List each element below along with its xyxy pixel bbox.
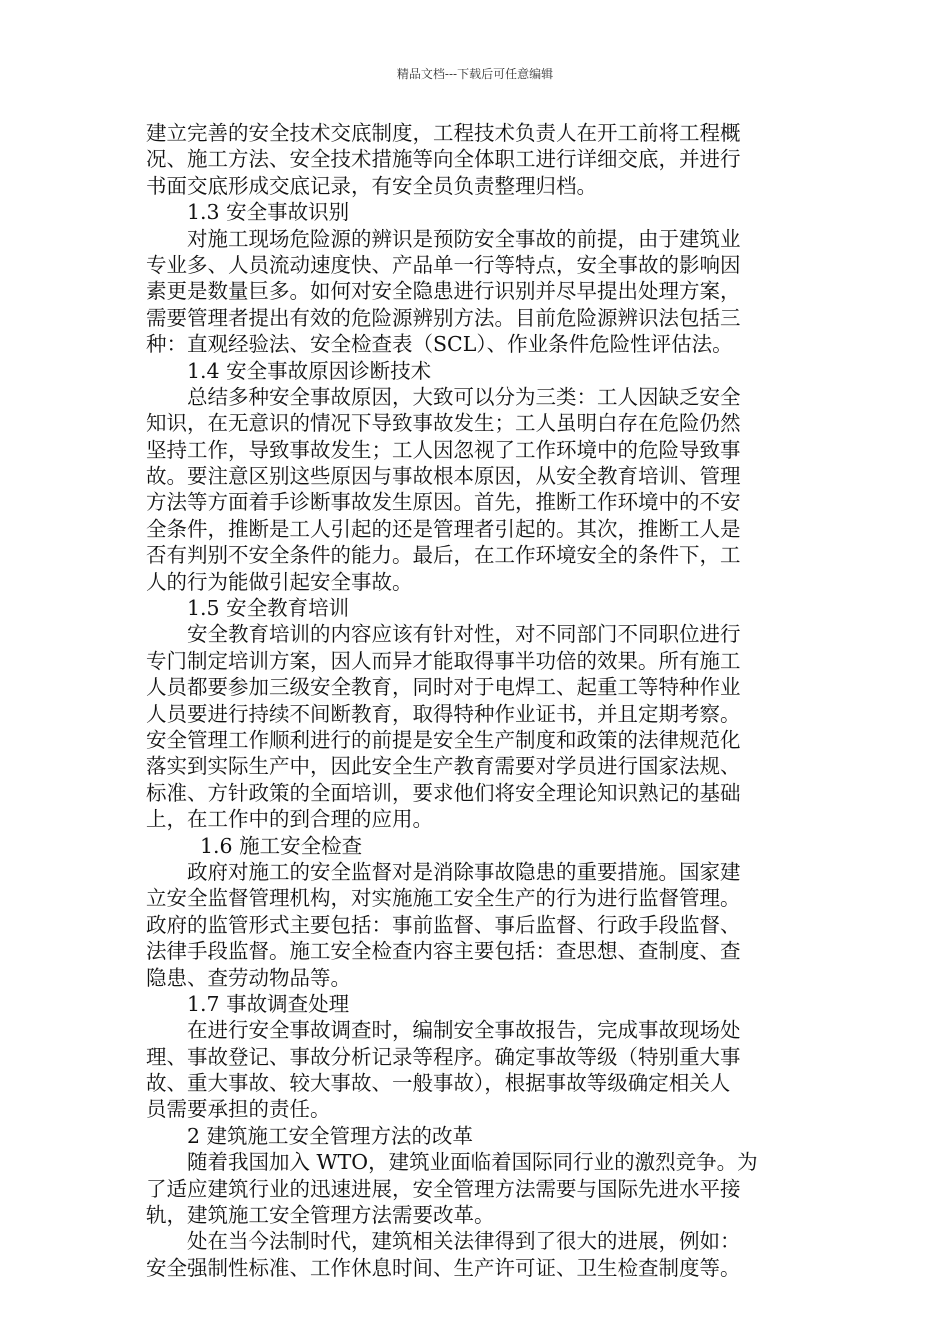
paragraph-line: 法律手段监督。施工安全检查内容主要包括：查思想、查制度、查 — [146, 939, 741, 964]
paragraph-first-line: 在进行安全事故调查时，编制安全事故报告，完成事故现场处 — [187, 1018, 741, 1043]
paragraph-line: 知识，在无意识的情况下导致事故发生；工人虽明白存在危险仍然 — [146, 411, 741, 436]
paragraph-line: 员需要承担的责任。 — [146, 1097, 331, 1122]
paragraph-line: 种：直观经验法、安全检查表（SCL）、作业条件危险性评估法。 — [146, 332, 733, 357]
paragraph-line: 素更是数量巨多。如何对安全隐患进行识别并尽早提出处理方案， — [146, 279, 741, 304]
paragraph-line: 轨，建筑施工安全管理方法需要改革。 — [146, 1203, 495, 1228]
document-body — [146, 120, 798, 1281]
paragraph-line: 书面交底形成交底记录，有安全员负责整理归档。 — [146, 173, 597, 198]
paragraph-line: 专门制定培训方案，因人而异才能取得事半功倍的效果。所有施工 — [146, 648, 741, 673]
section-heading: 1.6 施工安全检查 — [200, 833, 363, 858]
paragraph-first-line: 对施工现场危险源的辨识是预防安全事故的前提，由于建筑业 — [187, 226, 741, 251]
paragraph-line: 况、施工方法、安全技术措施等向全体职工进行详细交底，并进行 — [146, 147, 741, 172]
section-heading: 1.3 安全事故识别 — [187, 200, 350, 225]
section-heading: 1.7 事故调查处理 — [187, 991, 350, 1016]
paragraph-line: 方法等方面着手诊断事故发生原因。首先，推断工作环境中的不安 — [146, 490, 741, 515]
paragraph-first-line: 处在当今法制时代，建筑相关法律得到了很大的进展，例如： — [187, 1229, 741, 1254]
paragraph-line: 否有判别不安全条件的能力。最后，在工作环境安全的条件下，工 — [146, 543, 741, 568]
paragraph-line: 建立完善的安全技术交底制度，工程技术负责人在开工前将工程概 — [146, 121, 741, 145]
paragraph-line: 安全强制性标准、工作休息时间、生产许可证、卫生检查制度等。 — [146, 1255, 741, 1280]
paragraph-line: 隐患、查劳动物品等。 — [146, 965, 351, 990]
paragraph-line: 人员要进行持续不间断教育，取得特种作业证书，并且定期考察。 — [146, 701, 741, 726]
paragraph-line: 全条件，推断是工人引起的还是管理者引起的。其次，推断工人是 — [146, 516, 741, 541]
paragraph-line: 需要管理者提出有效的危险源辨别方法。目前危险源辨识法包括三 — [146, 305, 741, 330]
paragraph-line: 人员都要参加三级安全教育，同时对于电焊工、起重工等特种作业 — [146, 675, 741, 700]
paragraph-line: 标准、方针政策的全面培训，要求他们将安全理论知识熟记的基础 — [146, 780, 741, 805]
section-heading: 1.4 安全事故原因诊断技术 — [187, 358, 432, 383]
paragraph-first-line: 总结多种安全事故原因，大致可以分为三类：工人因缺乏安全 — [187, 384, 741, 409]
paragraph-line: 落实到实际生产中，因此安全生产教育需要对学员进行国家法规、 — [146, 754, 741, 779]
paragraph-first-line: 政府对施工的安全监督对是消除事故隐患的重要措施。国家建 — [187, 859, 741, 884]
paragraph-first-line: 随着我国加入 WTO，建筑业面临着国际同行业的激烈竞争。为 — [187, 1150, 758, 1175]
paragraph-line: 专业多、人员流动速度快、产品单一行等特点，安全事故的影响因 — [146, 252, 741, 277]
paragraph-line: 了适应建筑行业的迅速进展，安全管理方法需要与国际先进水平接 — [146, 1176, 741, 1201]
paragraph-first-line: 安全教育培训的内容应该有针对性，对不同部门不同职位进行 — [187, 622, 741, 647]
section-heading: 1.5 安全教育培训 — [187, 596, 350, 621]
paragraph-line: 故、重大事故、较大事故、一般事故），根据事故等级确定相关人 — [146, 1071, 731, 1096]
section-heading: 2 建筑施工安全管理方法的改革 — [187, 1123, 474, 1148]
paragraph-line: 人的行为能做引起安全事故。 — [146, 569, 413, 594]
paragraph-line: 上，在工作中的到合理的应用。 — [146, 807, 433, 832]
paragraph-line: 安全管理工作顺利进行的前提是安全生产制度和政策的法律规范化 — [146, 727, 741, 752]
paragraph-line: 理、事故登记、事故分析记录等程序。确定事故等级（特别重大事 — [146, 1044, 741, 1069]
paragraph-line: 坚持工作，导致事故发生；工人因忽视了工作环境中的危险导致事 — [146, 437, 741, 462]
paragraph-line: 政府的监管形式主要包括：事前监督、事后监督、行政手段监督、 — [146, 912, 741, 937]
page-header: 精品文档---下载后可任意编辑 — [396, 67, 554, 81]
paragraph-line: 故。要注意区别这些原因与事故根本原因，从安全教育培训、管理 — [146, 464, 741, 489]
paragraph-line: 立安全监督管理机构，对实施施工安全生产的行为进行监督管理。 — [146, 886, 741, 911]
